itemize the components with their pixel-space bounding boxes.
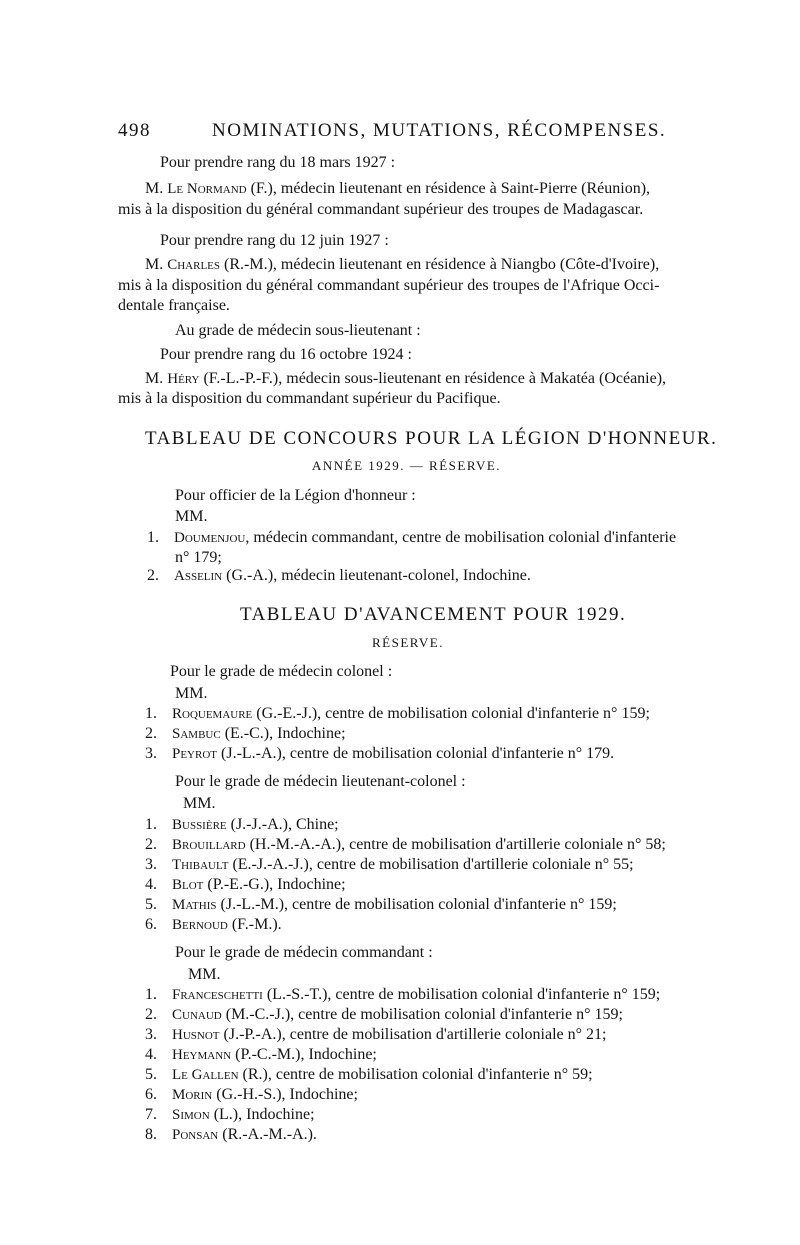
person-name: Asselin xyxy=(174,568,223,584)
list-item xyxy=(145,896,617,914)
text-line xyxy=(160,346,412,364)
line-text: (F.-L.-P.-F.), médecin sous-lieutenant en résidence à Makatéa (Océanie), xyxy=(199,370,667,387)
line-text: mis à la disposition du général commandant supérieur des troupes de l'Afrique Occi- xyxy=(118,277,660,294)
line-text: (R.-A.-M.-A.). xyxy=(218,1126,317,1143)
line-text: (P.-C.-M.), Indochine; xyxy=(231,1046,377,1063)
item-number: 1. xyxy=(145,705,157,722)
person-name: Brouillard xyxy=(172,837,246,853)
line-text: (J.-J.-A.), Chine; xyxy=(226,816,339,833)
line-text: (F.-M.). xyxy=(227,916,282,933)
line-text: (F.), médecin lieutenant en résidence à Saint-Pierre (Réunion), xyxy=(246,180,651,197)
line-text: (E.-C.), Indochine; xyxy=(220,725,346,742)
item-number: 4. xyxy=(145,876,157,893)
item-number: 1. xyxy=(145,816,157,833)
running-title: NOMINATIONS, MUTATIONS, RÉCOMPENSES. xyxy=(212,120,667,141)
text-line xyxy=(183,795,215,813)
text-line xyxy=(118,201,643,219)
text-line xyxy=(188,966,220,984)
person-name: Husnot xyxy=(172,1027,220,1043)
person-name: Mathis xyxy=(172,897,217,913)
list-item xyxy=(145,745,614,763)
line-text: M. xyxy=(145,370,168,387)
line-text: (H.-M.-A.-A.), centre de mobilisation d'artillerie coloniale n° 58; xyxy=(245,836,666,853)
line-text: (G.-H.-S.), Indochine; xyxy=(212,1086,358,1103)
item-number: 2. xyxy=(147,567,159,584)
item-number: 5. xyxy=(145,896,157,913)
person-name: Thibault xyxy=(172,857,229,873)
line-text: (J.-L.-A.), centre de mobilisation colonial d'infanterie n° 179. xyxy=(217,745,615,762)
line-text: MM. xyxy=(183,795,216,812)
list-item xyxy=(147,567,531,585)
page-number: 498 xyxy=(118,120,151,141)
line-text: MM. xyxy=(175,685,208,702)
list-item xyxy=(145,1006,623,1024)
item-number: 3. xyxy=(145,856,157,873)
text-line xyxy=(118,277,659,295)
list-item xyxy=(145,705,650,723)
page-header xyxy=(118,120,667,142)
person-name: Peyrot xyxy=(172,746,218,762)
line-text: Pour le grade de médecin lieutenant-colonel : xyxy=(175,773,466,790)
line-text: M. xyxy=(145,256,168,273)
line-text: dentale française. xyxy=(118,297,230,314)
person-name: Cunaud xyxy=(172,1007,222,1023)
line-text: , médecin commandant, centre de mobilisation colonial d'infanterie xyxy=(245,529,677,546)
line-text: (R.), centre de mobilisation colonial d'infanterie n° 59; xyxy=(238,1066,593,1083)
person-name: Ponsan xyxy=(172,1127,219,1143)
text-line xyxy=(160,232,389,250)
line-text: MM. xyxy=(188,966,221,983)
section-subtitle: RÉSERVE. xyxy=(372,635,444,650)
list-item xyxy=(145,876,346,894)
list-item xyxy=(145,856,634,874)
line-text: mis à la disposition du commandant supérieur du Pacifique. xyxy=(118,390,501,407)
line-text: (P.-E.-G.), Indochine; xyxy=(203,876,346,893)
person-name: Roquemaure xyxy=(172,706,253,722)
line-text: (J.-L.-M.), centre de mobilisation colonial d'infanterie n° 159; xyxy=(216,896,617,913)
line-text: (G.-A.), médecin lieutenant-colonel, Indochine. xyxy=(222,567,531,584)
list-item xyxy=(145,1086,358,1104)
person-name: Blot xyxy=(172,877,204,893)
text-line xyxy=(118,297,230,315)
person-name: Sambuc xyxy=(172,726,221,742)
person-name: Le Normand xyxy=(167,181,247,197)
person-name: Le Gallen xyxy=(172,1067,239,1083)
text-line xyxy=(175,944,433,962)
person-name: Héry xyxy=(167,371,200,387)
person-name: Charles xyxy=(167,257,221,273)
line-text: (L.), Indochine; xyxy=(209,1106,315,1123)
person-name: Franceschetti xyxy=(172,987,263,1003)
line-text: Pour prendre rang du 12 juin 1927 : xyxy=(160,232,389,249)
line-text: Au grade de médecin sous-lieutenant : xyxy=(175,322,421,339)
text-line xyxy=(160,154,395,172)
text-line xyxy=(175,773,466,791)
line-text: M. xyxy=(145,180,168,197)
line-text: mis à la disposition du général commandant supérieur des troupes de Madagascar. xyxy=(118,201,644,218)
text-line xyxy=(118,390,501,408)
text-line xyxy=(145,180,650,198)
text-line xyxy=(170,663,392,681)
line-text: Pour officier de la Légion d'honneur : xyxy=(175,487,416,504)
text-line xyxy=(175,487,416,505)
text-line xyxy=(175,508,207,526)
item-number: 1. xyxy=(145,986,157,1003)
item-number: 2. xyxy=(145,836,157,853)
list-item xyxy=(145,725,346,743)
list-item xyxy=(145,1106,315,1124)
person-name: Morin xyxy=(172,1087,213,1103)
list-item xyxy=(145,916,282,934)
line-text: Pour prendre rang du 18 mars 1927 : xyxy=(160,154,396,171)
line-text: Pour le grade de médecin colonel : xyxy=(170,663,393,680)
item-number: 2. xyxy=(145,725,157,742)
item-number: 3. xyxy=(145,745,157,762)
text-line xyxy=(175,685,207,703)
item-number: 4. xyxy=(145,1046,157,1063)
text-line xyxy=(145,370,666,388)
item-number: 7. xyxy=(145,1106,157,1123)
section-title: TABLEAU DE CONCOURS POUR LA LÉGION D'HONNEUR. xyxy=(145,428,718,449)
list-item xyxy=(147,529,676,547)
person-name: Doumenjou xyxy=(174,530,246,546)
section-title: TABLEAU D'AVANCEMENT POUR 1929. xyxy=(240,604,627,625)
line-text: (J.-P.-A.), centre de mobilisation d'artillerie coloniale n° 21; xyxy=(219,1026,607,1043)
list-item xyxy=(145,1066,593,1084)
item-number: 6. xyxy=(145,1086,157,1103)
item-number: 2. xyxy=(145,1006,157,1023)
line-text: Pour le grade de médecin commandant : xyxy=(175,944,433,961)
list-item xyxy=(145,816,339,834)
item-number: 6. xyxy=(145,916,157,933)
line-text: (G.-E.-J.), centre de mobilisation colonial d'infanterie n° 159; xyxy=(252,705,650,722)
text-line xyxy=(175,322,421,340)
person-name: Bussière xyxy=(172,817,227,833)
person-name: Simon xyxy=(172,1107,210,1123)
section-subtitle: ANNÉE 1929. — RÉSERVE. xyxy=(312,458,502,473)
item-number: 1. xyxy=(147,529,159,546)
list-item xyxy=(145,1126,317,1144)
item-number: 3. xyxy=(145,1026,157,1043)
list-item xyxy=(145,836,666,854)
line-text: MM. xyxy=(175,508,208,525)
person-name: Bernoud xyxy=(172,917,228,933)
list-item xyxy=(145,1046,377,1064)
list-item xyxy=(145,1026,606,1044)
line-text: Pour prendre rang du 16 octobre 1924 : xyxy=(160,346,412,363)
text-line xyxy=(175,549,222,567)
line-text: (E.-J.-A.-J.), centre de mobilisation d'artillerie coloniale n° 55; xyxy=(228,856,634,873)
list-item xyxy=(145,986,660,1004)
person-name: Heymann xyxy=(172,1047,232,1063)
item-number: 5. xyxy=(145,1066,157,1083)
line-text: (L.-S.-T.), centre de mobilisation colonial d'infanterie n° 159; xyxy=(262,986,661,1003)
line-text: n° 179; xyxy=(175,549,222,566)
line-text: (R.-M.), médecin lieutenant en résidence à Niangbo (Côte-d'Ivoire), xyxy=(220,256,660,273)
item-number: 8. xyxy=(145,1126,157,1143)
line-text: (M.-C.-J.), centre de mobilisation colonial d'infanterie n° 159; xyxy=(221,1006,623,1023)
text-line xyxy=(145,256,659,274)
